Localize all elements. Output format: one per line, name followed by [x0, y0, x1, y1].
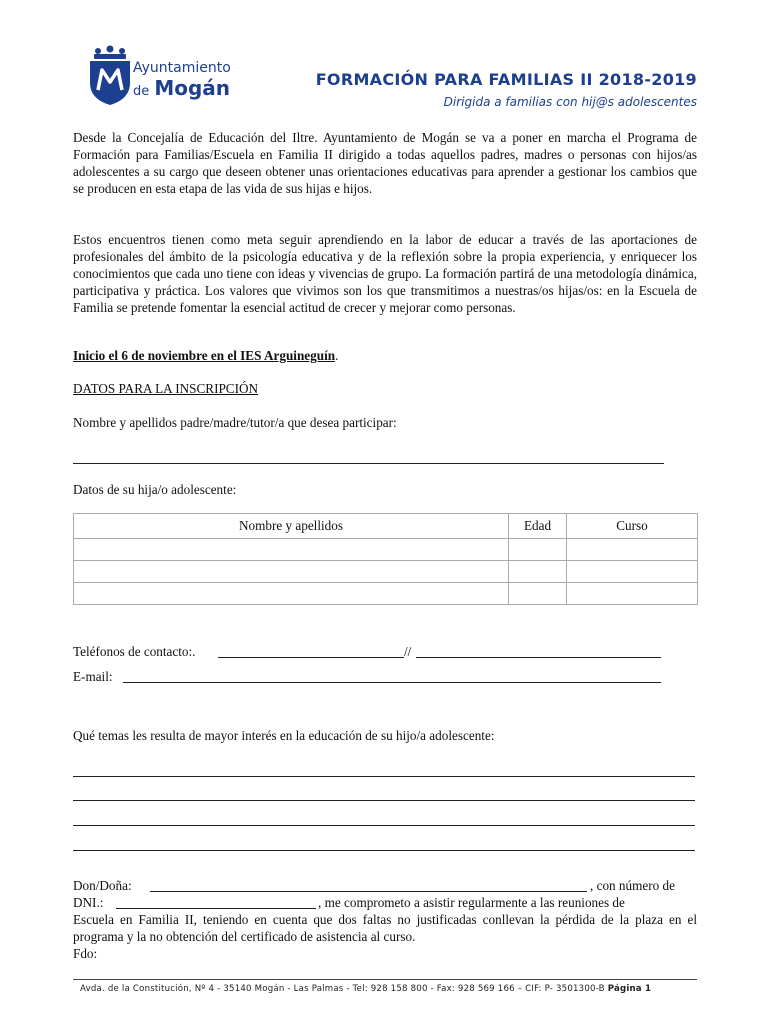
- table-cell-course[interactable]: [567, 583, 698, 605]
- commit-statement: Escuela en Familia II, teniendo en cuenta que dos faltas no justificadas conllevan la pérdida de la plaza en el programa y la no obtención del certificado de asistencia al curso.: [73, 912, 697, 944]
- document-title: FORMACIÓN PARA FAMILIAS II 2018-2019: [315, 70, 697, 89]
- table-cell-course[interactable]: [567, 539, 698, 561]
- header-course: Curso: [567, 514, 698, 539]
- topics-line[interactable]: [73, 850, 695, 851]
- topics-line[interactable]: [73, 800, 695, 801]
- phone-label: Teléfonos de contacto:.: [73, 644, 196, 659]
- dni-field[interactable]: [116, 908, 316, 909]
- goals-paragraph: Estos encuentros tienen como meta seguir aprendiendo en la labor de educar a través de las aportaciones de profesionales del ámbito de la psicología educativa y de la reflexión sobre la propia experiencia, y enriquecer los conocimientos que cada uno tiene con ideas y vivencias de grupo. La formación partirá de una metodología dinámica, participativa y práctica. Los valores que vivimos son los que transmitimos a nuestras/os hijas/os: en la Escuela de Familia se pretende fomentar la esencial actitud de crecer y mejorar como personas.: [73, 232, 697, 315]
- commit-id-number-text: , con número de: [590, 878, 675, 893]
- child-data-table: [73, 513, 698, 605]
- table-cell-name[interactable]: [74, 539, 509, 561]
- table-cell-name[interactable]: [74, 583, 509, 605]
- dni-label: DNI.:: [73, 895, 104, 910]
- table-cell-name[interactable]: [74, 561, 509, 583]
- section-title: DATOS PARA LA INSCRIPCIÓN: [73, 381, 259, 396]
- topics-label: Qué temas les resulta de mayor interés en la educación de su hijo/a adolescente:: [73, 728, 495, 743]
- phone-field-2[interactable]: [416, 657, 661, 658]
- page-number: Página 1: [607, 984, 652, 994]
- municipality-crest-logo: [84, 44, 136, 108]
- table-cell-age[interactable]: [509, 583, 567, 605]
- phone-separator: //: [404, 644, 412, 659]
- commit-name-label: Don/Doña:: [73, 878, 132, 893]
- topics-line[interactable]: [73, 776, 695, 777]
- org-name-line1: Ayuntamiento: [133, 60, 231, 76]
- header-name: Nombre y apellidos: [74, 514, 509, 539]
- start-date-period: .: [335, 348, 339, 363]
- footer: [80, 984, 651, 994]
- start-info: [73, 347, 338, 364]
- table-header-row: [74, 514, 698, 539]
- org-name-main: Mogán: [154, 76, 231, 100]
- org-name-line2: [133, 76, 230, 100]
- signature-label: Fdo:: [73, 946, 98, 961]
- table-cell-course[interactable]: [567, 561, 698, 583]
- table-cell-age[interactable]: [509, 539, 567, 561]
- org-name-prefix: de: [133, 84, 150, 99]
- document-subtitle: Dirigida a familias con hij@s adolescentes: [443, 95, 697, 109]
- commit-name-field[interactable]: [150, 891, 587, 892]
- email-field[interactable]: [123, 682, 661, 683]
- parent-name-field[interactable]: [73, 463, 664, 464]
- intro-paragraph: Desde la Concejalía de Educación del Iltre. Ayuntamiento de Mogán se va a poner en marcha el Programa de Formación para Familias/Escuela en Familia II dirigido a todas aquellos padres, madres o personas con hijos/as adolescentes a su cargo que deseen obtener unas orientaciones educativas para aprender a gestionar los cambios que se producen en esta etapa de las vida de sus hijas e hijos.: [73, 130, 697, 196]
- footer-address: Avda. de la Constitución, Nº 4 - 35140 Mogán - Las Palmas - Tel: 928 158 800 - Fax: 928 569 166 – CIF: P- 3501300-B: [80, 984, 605, 994]
- table-row: [74, 561, 698, 583]
- child-data-label: Datos de su hija/o adolescente:: [73, 482, 237, 497]
- parent-name-label: Nombre y apellidos padre/madre/tutor/a que desea participar:: [73, 415, 397, 430]
- table-cell-age[interactable]: [509, 561, 567, 583]
- phone-field-1[interactable]: [218, 657, 404, 658]
- start-date-text: Inicio el 6 de noviembre en el IES Arguineguín: [73, 348, 336, 363]
- topics-line[interactable]: [73, 825, 695, 826]
- table-row: [74, 539, 698, 561]
- table-row: [74, 583, 698, 605]
- header-age: Edad: [509, 514, 567, 539]
- email-label: E-mail:: [73, 669, 113, 684]
- commit-statement-start: , me comprometo a asistir regularmente a las reuniones de: [318, 895, 625, 910]
- footer-divider: [73, 979, 697, 980]
